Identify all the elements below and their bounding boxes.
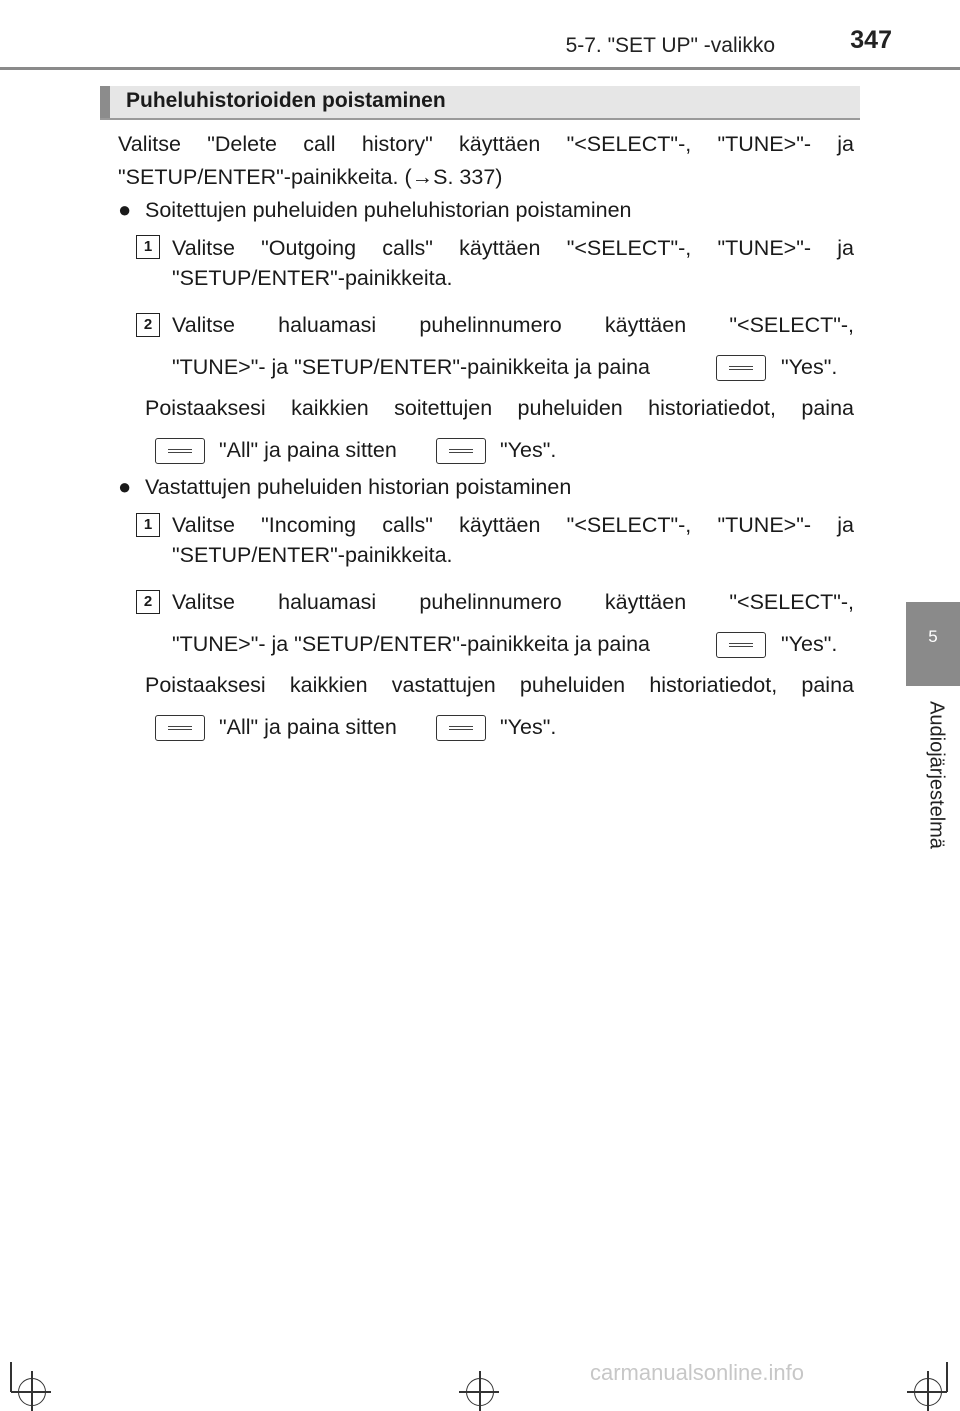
step-number-badge: 1 <box>136 513 160 537</box>
subsection-heading: Soitettujen puheluiden puheluhistorian poistaminen <box>145 198 632 222</box>
intro-line: "SETUP/ENTER"-painikkeita. (→S. 337) <box>118 165 503 189</box>
bullet-icon: ● <box>118 474 132 499</box>
soft-button-icon <box>716 632 766 658</box>
note-text-end: "Yes". <box>500 438 557 462</box>
soft-button-icon <box>436 715 486 741</box>
registration-mark-icon <box>18 1378 46 1406</box>
note-text: Poistaaksesi kaikkien soitettujen puheluiden historiatiedot, paina <box>145 396 854 420</box>
watermark: carmanualsonline.info <box>590 1360 805 1385</box>
chapter-label: Audiojärjestelmä <box>925 701 948 849</box>
intro-line: Valitse "Delete call history" käyttäen "<SELECT"-, "TUNE>"- ja <box>118 132 854 156</box>
step-number-badge: 1 <box>136 235 160 259</box>
section-title: Puheluhistorioiden poistaminen <box>126 89 446 112</box>
bullet-icon: ● <box>118 197 132 222</box>
note-text: "All" ja paina sitten <box>219 715 397 739</box>
subsection-heading: Vastattujen puheluiden historian poistaminen <box>145 475 572 499</box>
note-text: "All" ja paina sitten <box>219 438 397 462</box>
registration-mark-icon <box>466 1378 494 1406</box>
step-text: Valitse "Incoming calls" käyttäen "<SELECT"-, "TUNE>"- ja <box>172 513 854 537</box>
chapter-tab: 5 <box>906 602 960 686</box>
step-number-badge: 2 <box>136 313 160 337</box>
soft-button-icon <box>155 715 205 741</box>
step-text: Valitse haluamasi puhelinnumero käyttäen "<SELECT"-, <box>172 590 854 614</box>
soft-button-icon <box>716 355 766 381</box>
header-rule <box>0 67 960 70</box>
note-text-end: "Yes". <box>500 715 557 739</box>
step-text-end: "Yes". <box>781 355 838 379</box>
crop-mark <box>10 1362 12 1392</box>
step-number-badge: 2 <box>136 590 160 614</box>
step-text: "TUNE>"- ja "SETUP/ENTER"-painikkeita ja paina <box>172 355 651 379</box>
soft-button-icon <box>155 438 205 464</box>
crop-mark <box>946 1362 948 1392</box>
step-text: Valitse haluamasi puhelinnumero käyttäen "<SELECT"-, <box>172 313 854 337</box>
step-text: "SETUP/ENTER"-painikkeita. <box>172 543 453 567</box>
step-text: Valitse "Outgoing calls" käyttäen "<SELECT"-, "TUNE>"- ja <box>172 236 854 260</box>
step-text: "TUNE>"- ja "SETUP/ENTER"-painikkeita ja paina <box>172 632 651 656</box>
section-title-bar <box>100 86 860 118</box>
step-text-end: "Yes". <box>781 632 838 656</box>
section-rule <box>100 118 860 120</box>
registration-mark-icon <box>914 1378 942 1406</box>
note-text: Poistaaksesi kaikkien vastattujen puheluiden historiatiedot, paina <box>145 673 854 697</box>
page-number: 347 <box>850 26 892 54</box>
step-text: "SETUP/ENTER"-painikkeita. <box>172 266 453 290</box>
soft-button-icon <box>436 438 486 464</box>
running-header: 5-7. "SET UP" -valikko <box>565 34 775 57</box>
